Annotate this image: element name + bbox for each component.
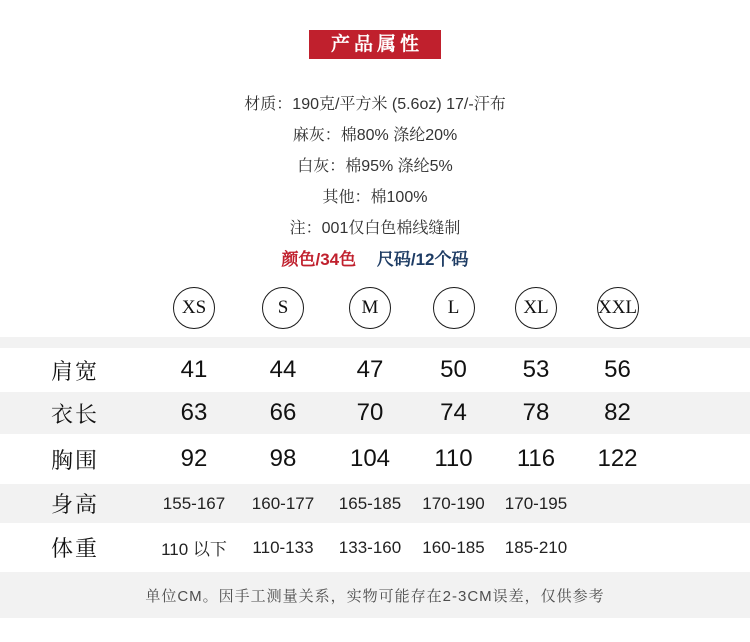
product-info-section — [0, 89, 750, 275]
table-row-length — [0, 392, 750, 434]
size-header-spacer — [0, 287, 150, 329]
cell: 160-185 — [422, 537, 485, 557]
cell: 133-160 — [338, 537, 402, 557]
row-label: 胸围 — [50, 447, 99, 473]
cell: 63 — [180, 399, 208, 426]
cell: 116 — [516, 445, 556, 472]
cell: 50 — [440, 356, 467, 383]
cell: 78 — [522, 399, 550, 426]
cell: 56 — [604, 356, 631, 383]
size-circle-xxl: XXL — [597, 287, 639, 329]
cell: 47 — [356, 356, 384, 383]
row-label: 肩宽 — [50, 358, 99, 384]
blend-heather-line: 麻灰：棉80% 涤纶20% — [292, 127, 458, 144]
cell: 110 — [434, 445, 473, 472]
cell: 104 — [349, 445, 391, 472]
material-line: 材质：190克/平方米 (5.6oz) 17/-汗布 — [244, 96, 506, 113]
cell: 185-210 — [504, 537, 568, 557]
cell: 160-177 — [251, 493, 315, 513]
row-label: 衣长 — [50, 401, 99, 427]
cell: 74 — [440, 399, 467, 426]
table-top-separator — [0, 337, 750, 348]
size-header-row — [0, 287, 750, 329]
cell: 98 — [269, 445, 297, 472]
blend-other-line: 其他：棉100% — [322, 189, 428, 206]
cell: 41 — [180, 356, 208, 383]
table-row-height — [0, 484, 750, 523]
cell: 44 — [269, 356, 297, 383]
size-circle-m: M — [349, 287, 391, 329]
cell: 53 — [522, 356, 550, 383]
cell: 66 — [269, 399, 297, 426]
blend-whitegray-line: 白灰：棉95% 涤纶5% — [297, 158, 453, 175]
cell: 165-185 — [338, 493, 402, 513]
size-count-text: 尺码/12个码 — [376, 250, 469, 269]
table-row-shoulder — [0, 348, 750, 392]
size-circle-l: L — [433, 287, 475, 329]
row-label: 体重 — [50, 536, 99, 561]
stitching-note-line: 注：001仅白色棉线缝制 — [289, 220, 461, 237]
cell: 170-190 — [422, 493, 485, 513]
cell: 122 — [597, 445, 638, 472]
row-label: 身高 — [50, 492, 99, 517]
table-row-chest — [0, 434, 750, 484]
cell: 155-167 — [162, 493, 226, 513]
cell: 92 — [180, 445, 208, 472]
size-circle-s: S — [262, 287, 304, 329]
cell: 110-133 — [252, 537, 314, 557]
size-circle-xs: XS — [173, 287, 215, 329]
color-size-count-line — [0, 244, 750, 275]
cell: 70 — [356, 399, 384, 426]
measurement-note: 单位CM。因手工测量关系，实物可能存在2-3CM误差，仅供参考 — [0, 572, 750, 618]
product-attributes-badge: 产品属性 — [309, 30, 441, 59]
cell: 110 以下 — [161, 540, 227, 559]
color-count-text: 颜色/34色 — [281, 250, 357, 269]
cell: 170-195 — [504, 493, 568, 513]
cell: 82 — [604, 399, 631, 426]
size-circle-xl: XL — [515, 287, 557, 329]
table-row-weight — [0, 523, 750, 572]
